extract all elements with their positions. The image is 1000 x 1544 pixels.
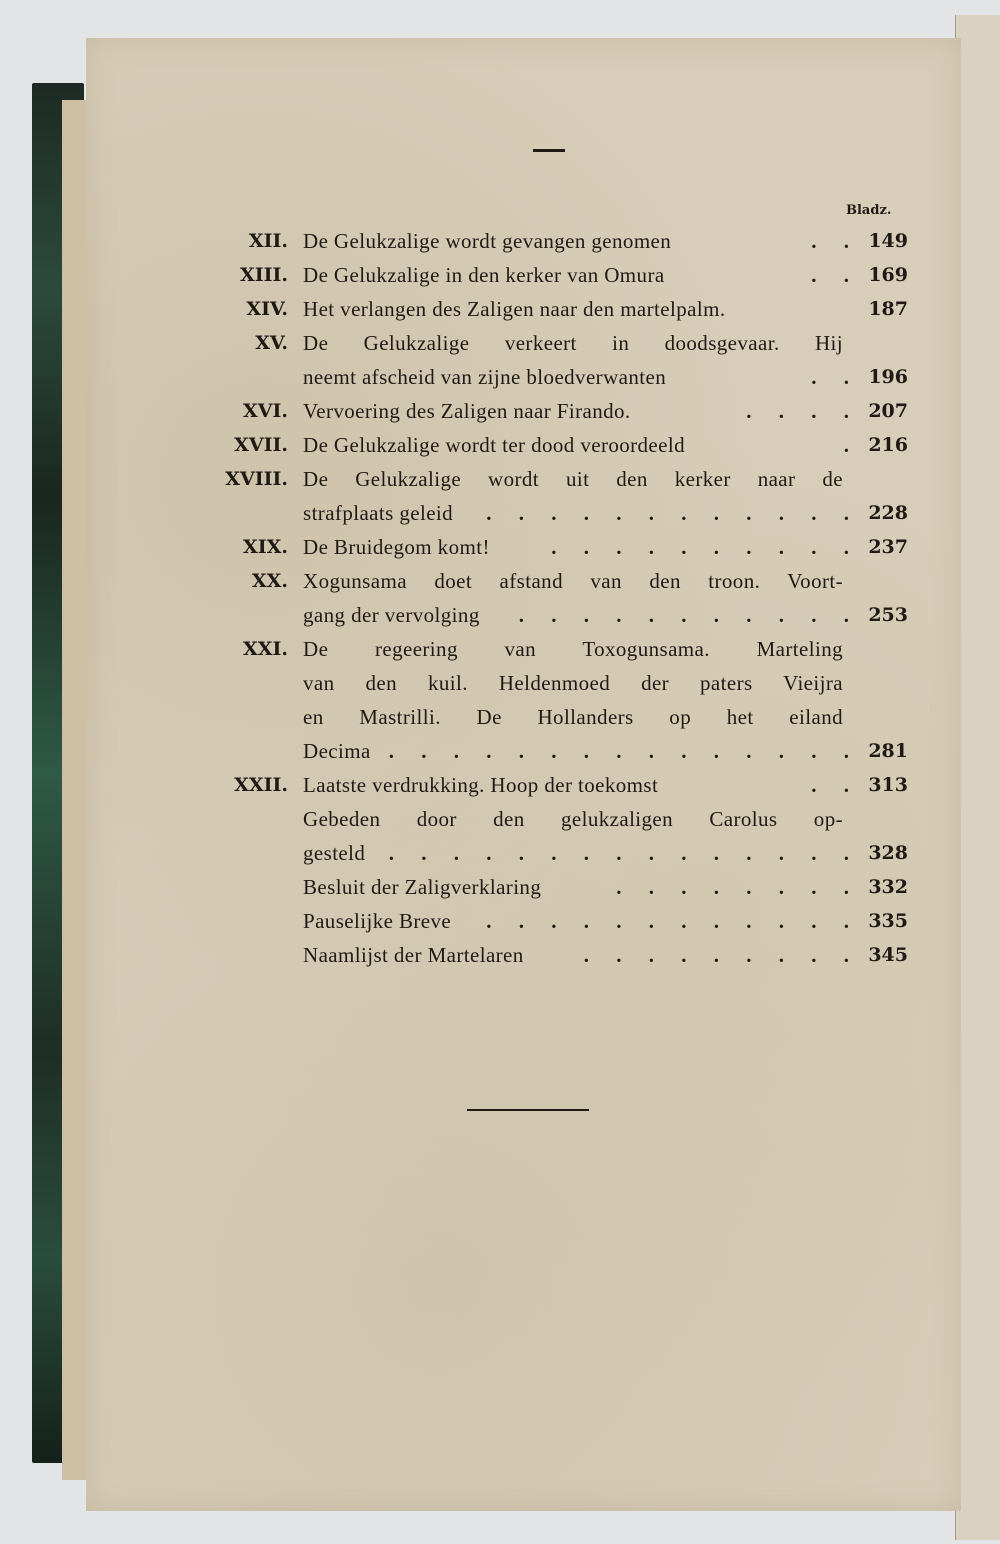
dot-leader: . . . . . . . . . . . . . . .	[388, 739, 860, 763]
page-number: 328	[868, 842, 908, 864]
toc-entry-line	[180, 224, 908, 258]
page-number: 237	[868, 536, 908, 558]
toc-entry	[180, 394, 908, 428]
toc-entry	[180, 326, 908, 394]
toc-entry-line	[180, 598, 908, 632]
toc-entry-line	[180, 666, 908, 700]
dot-leader: . . . .	[746, 399, 860, 423]
closing-rule	[467, 1109, 589, 1111]
toc-entry-line	[180, 870, 908, 904]
chapter-title: De Gelukzalige wordt uit den kerker naar de	[303, 467, 843, 491]
toc-entry-line	[180, 258, 908, 292]
page-number: 207	[868, 400, 908, 422]
toc-entry-line	[180, 326, 908, 360]
page-number: 313	[868, 774, 908, 796]
chapter-number: XVI.	[243, 400, 288, 422]
dot-leader: . .	[811, 263, 860, 287]
toc-entry-line	[180, 292, 908, 326]
chapter-title: Besluit der Zaligverklaring	[303, 875, 542, 899]
chapter-title: De Gelukzalige wordt gevangen genomen	[303, 229, 672, 253]
dot-leader: . . . . . . . . .	[583, 943, 860, 967]
chapter-title: Decima	[303, 739, 371, 763]
toc-entry	[180, 938, 908, 972]
dot-leader: . . . . . . . . . .	[551, 535, 860, 559]
chapter-title: De Gelukzalige in den kerker van Omura	[303, 263, 665, 287]
toc-entry	[180, 292, 908, 326]
chapter-title: Vervoering des Zaligen naar Firando.	[303, 399, 631, 423]
chapter-number: XVII.	[234, 434, 288, 456]
dot-leader: . .	[811, 229, 860, 253]
toc-entry	[180, 768, 908, 802]
toc-entry	[180, 564, 908, 632]
chapter-title: De Bruidegom komt!	[303, 535, 490, 559]
toc-entry-line	[180, 496, 908, 530]
table-of-contents	[180, 224, 908, 972]
chapter-number: XV.	[255, 332, 288, 354]
toc-entry-line	[180, 360, 908, 394]
toc-entry-line	[180, 530, 908, 564]
chapter-title: en Mastrilli. De Hollanders op het eiland	[303, 705, 843, 729]
chapter-title: Naamlijst der Martelaren	[303, 943, 524, 967]
toc-entry	[180, 904, 908, 938]
page-number: 216	[868, 434, 908, 456]
toc-entry	[180, 224, 908, 258]
chapter-title: gang der vervolging	[303, 603, 480, 627]
chapter-number: XXII.	[234, 774, 288, 796]
toc-entry-line	[180, 700, 908, 734]
page-number: 253	[868, 604, 908, 626]
page-number: 187	[868, 298, 908, 320]
toc-entry-line	[180, 564, 908, 598]
page-column-label: Bladz.	[846, 203, 892, 218]
chapter-title: van den kuil. Heldenmoed der paters Vieijra	[303, 671, 843, 695]
chapter-number: XX.	[251, 570, 288, 592]
toc-entry-line	[180, 904, 908, 938]
chapter-number: XXI.	[243, 638, 288, 660]
page-number: 281	[868, 740, 908, 762]
chapter-title: Laatste verdrukking. Hoop der toekomst	[303, 773, 659, 797]
toc-entry-line	[180, 632, 908, 666]
chapter-number: XVIII.	[225, 468, 288, 490]
chapter-number: XIV.	[246, 298, 288, 320]
dot-leader: . . . . . . . .	[616, 875, 860, 899]
chapter-title: De Gelukzalige verkeert in doodsgevaar. Hij	[303, 331, 843, 355]
toc-entry-line	[180, 462, 908, 496]
toc-entry	[180, 428, 908, 462]
dot-leader: . .	[811, 365, 860, 389]
chapter-number: XIII.	[239, 264, 288, 286]
toc-entry-line	[180, 734, 908, 768]
toc-entry	[180, 632, 908, 768]
toc-entry-line	[180, 428, 908, 462]
chapter-number: XII.	[248, 230, 288, 252]
toc-entry	[180, 870, 908, 904]
toc-entry-line	[180, 394, 908, 428]
toc-entry	[180, 258, 908, 292]
page-number: 169	[868, 264, 908, 286]
toc-entry	[180, 802, 908, 870]
dot-leader: . .	[811, 773, 860, 797]
dot-leader: .	[843, 433, 860, 457]
page-number: 196	[868, 366, 908, 388]
page-number: 335	[868, 910, 908, 932]
chapter-title: Pauselijke Breve	[303, 909, 452, 933]
toc-entry-line	[180, 768, 908, 802]
toc-entry	[180, 462, 908, 530]
page-number: 149	[868, 230, 908, 252]
dot-leader: . . . . . . . . . . . . . . .	[388, 841, 860, 865]
toc-entry-line	[180, 836, 908, 870]
chapter-number: XIX.	[243, 536, 288, 558]
toc-entry	[180, 530, 908, 564]
dot-leader: . . . . . . . . . . .	[518, 603, 860, 627]
chapter-title: Gebeden door den gelukzaligen Carolus op-	[303, 807, 843, 831]
dot-leader: . . . . . . . . . . . .	[486, 501, 860, 525]
chapter-title: De regeering van Toxogunsama. Marteling	[303, 637, 843, 661]
chapter-title: Xogunsama doet afstand van den troon. Voort-	[303, 569, 843, 593]
chapter-title: strafplaats geleid	[303, 501, 454, 525]
next-page-edge	[955, 15, 1000, 1540]
page-number: 228	[868, 502, 908, 524]
chapter-title: De Gelukzalige wordt ter dood veroordeeld	[303, 433, 686, 457]
dot-leader: . . . . . . . . . . . .	[486, 909, 860, 933]
toc-entry-line	[180, 802, 908, 836]
toc-entry-line	[180, 938, 908, 972]
chapter-title: gesteld	[303, 841, 366, 865]
page-number: 345	[868, 944, 908, 966]
page-number: 332	[868, 876, 908, 898]
chapter-title: Het verlangen des Zaligen naar den martelpalm.	[303, 297, 726, 321]
top-dash-ornament	[533, 149, 565, 152]
chapter-title: neemt afscheid van zijne bloedverwanten	[303, 365, 667, 389]
